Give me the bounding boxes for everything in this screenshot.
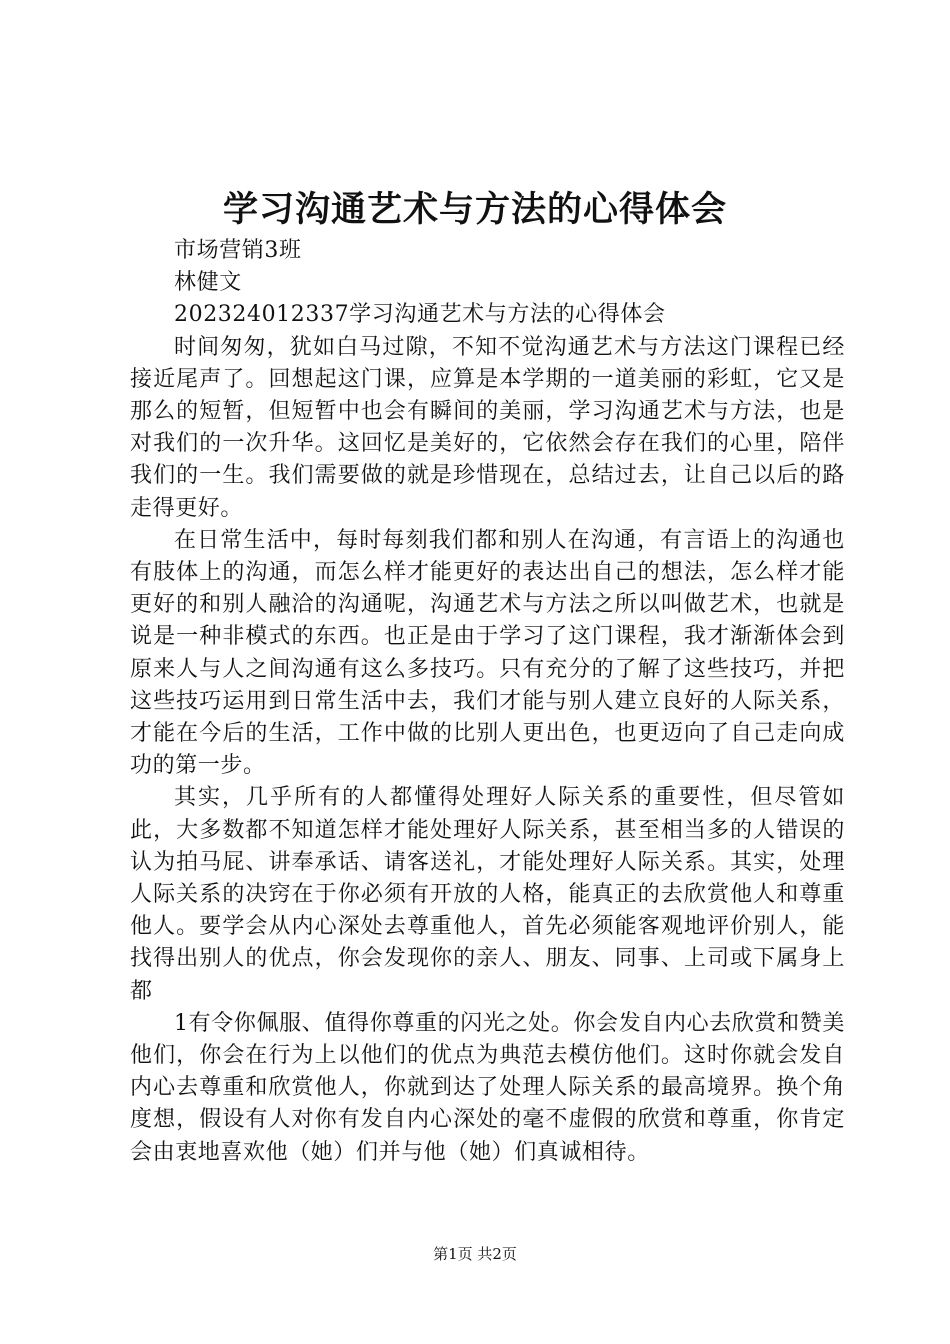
class-line: 市场营销3班 bbox=[174, 238, 302, 263]
paragraph-3: 其实，几乎所有的人都懂得处理好人际关系的重要性，但尽管如此，大多数都不知道怎样才能处理好人际关系，甚至相当多的人错误的认为拍马屁、讲奉承话、请客送礼，才能处理好人际关系。其实，处理人际关系的决窍在于你必须有开放的人格，能真正的去欣赏他人和尊重他人。要学会从内心深处去尊重他人，首先必须能客观地评价别人，能找得出别人的优点，你会发现你的亲人、朋友、同事、上司或下属身上都 bbox=[130, 785, 845, 1004]
page-number-footer: 第1页 共2页 bbox=[433, 1245, 517, 1263]
paragraph-2: 在日常生活中，每时每刻我们都和别人在沟通，有言语上的沟通也有肢体上的沟通，而怎么样才能更好的表达出自己的想法，怎么样才能更好的和别人融洽的沟通呢，沟通艺术与方法之所以叫做艺术，也就是说是一种非模式的东西。也正是由于学习了这门课程，我才渐渐体会到原来人与人之间沟通有这么多技巧。只有充分的了解了这些技巧，并把这些技巧运用到日常生活中去，我们才能与别人建立良好的人际关系，才能在今后的生活，工作中做的比别人更出色，也更迈向了自己走向成功的第一步。 bbox=[130, 527, 845, 779]
student-id-line: 202324012337学习沟通艺术与方法的心得体会 bbox=[174, 302, 666, 328]
document-body bbox=[130, 235, 845, 1169]
paragraph-4: 1有令你佩服、值得你尊重的闪光之处。你会发自内心去欣赏和赞美他们，你会在行为上以他们的优点为典范去模仿他们。这时你就会发自内心去尊重和欣赏他人，你就到达了处理人际关系的最高境界。换个角度想，假设有人对你有发自内心深处的毫不虚假的欣赏和尊重，你肯定会由衷地喜欢他（她）们并与他（她）们真诚相待。 bbox=[130, 1010, 845, 1165]
document-title: 学习沟通艺术与方法的心得体会 bbox=[222, 189, 727, 230]
author-line: 林健文 bbox=[174, 270, 242, 296]
paragraph-1: 时间匆匆，犹如白马过隙，不知不觉沟通艺术与方法这门课程已经接近尾声了。回想起这门课，应算是本学期的一道美丽的彩虹，它又是那么的短暂，但短暂中也会有瞬间的美丽，学习沟通艺术与方法，也是对我们的一次升华。这回忆是美好的，它依然会存在我们的心里，陪伴我们的一生。我们需要做的就是珍惜现在，总结过去，让自己以后的路走得更好。 bbox=[130, 334, 845, 521]
